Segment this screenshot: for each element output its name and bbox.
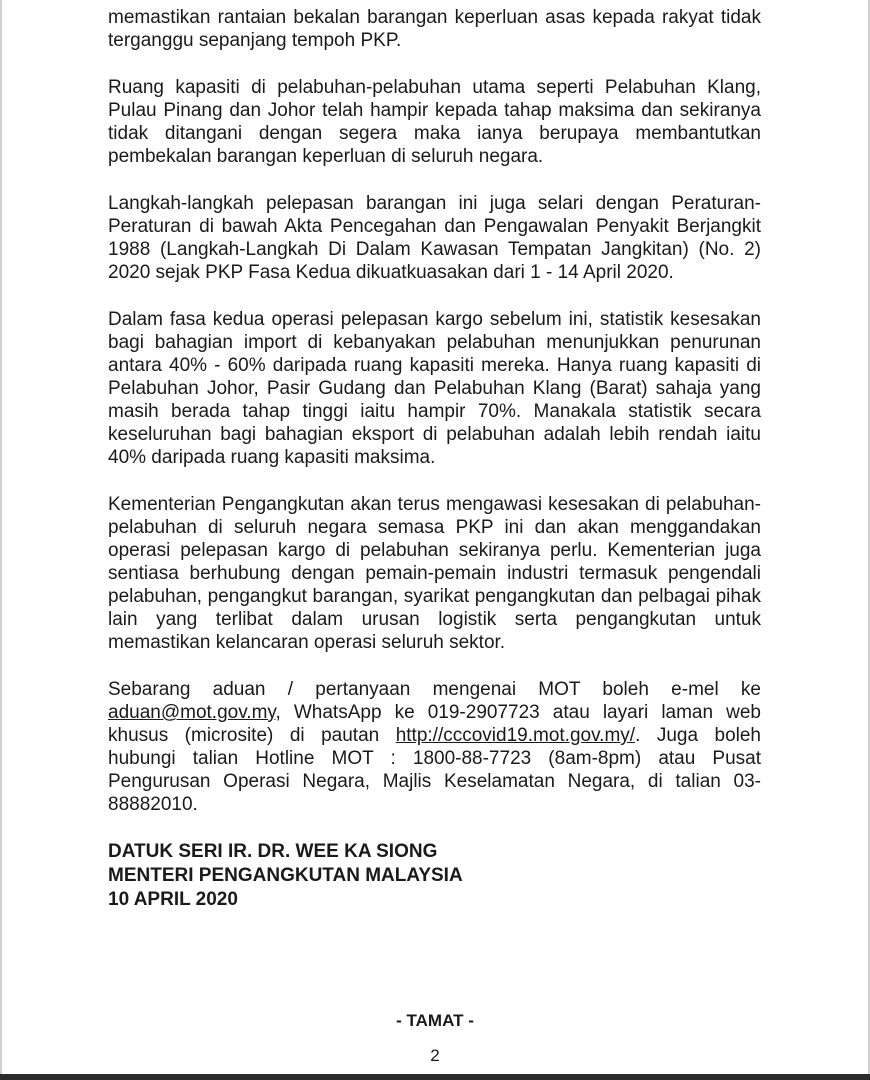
signature-block bbox=[108, 840, 761, 912]
email-link[interactable]: aduan@mot.gov.my bbox=[108, 702, 276, 723]
signatory-name: DATUK SERI IR. DR. WEE KA SIONG bbox=[108, 841, 438, 862]
microsite-link[interactable]: http://cccovid19.mot.gov.my/ bbox=[395, 725, 636, 746]
paragraph-supply-chain: memastikan rantaian bekalan barangan keperluan asas kepada rakyat tidak terganggu sepanjang tempoh PKP. bbox=[108, 7, 761, 51]
contact-text-a: Sebarang aduan / pertanyaan mengenai MOT boleh e-mel ke bbox=[108, 679, 761, 700]
paragraph-ministry-monitoring: Kementerian Pengangkutan akan terus mengawasi kesesakan di pelabuhan-pelabuhan di seluruh negara semasa PKP ini dan akan menggandakan operasi pelepasan kargo di pelabuhan sekiranya perlu. Kementerian juga sentiasa berhubung dengan pemain-pemain industri termasuk pengendali pelabuhan, pengangkut barangan, syarikat pengangkutan dan pelbagai pihak lain yang terlibat dalam urusan logistik serta pengangkutan untuk memastikan kelancaran operasi seluruh sektor. bbox=[108, 494, 761, 653]
signatory-title: MENTERI PENGANGKUTAN MALAYSIA bbox=[108, 865, 463, 886]
end-marker: - TAMAT - bbox=[396, 1011, 474, 1030]
signature-date: 10 APRIL 2020 bbox=[108, 889, 238, 910]
contact-text-b: , WhatsApp ke 019-2907723 atau layari laman web khusus (microsite) di pautan bbox=[108, 702, 761, 746]
page-number: 2 bbox=[430, 1046, 440, 1065]
page-edge-bottom bbox=[0, 1074, 870, 1080]
paragraph-contact bbox=[108, 678, 761, 816]
contact-text-c: . Juga boleh hubungi talian Hotline MOT : 1800-88-7723 (8am-8pm) atau Pusat Pengurusan Operasi Negara, Majlis Keselamatan Negara, di talian 03-88882010. bbox=[108, 725, 761, 815]
paragraph-statistics: Dalam fasa kedua operasi pelepasan kargo sebelum ini, statistik kesesakan bagi bahagian import di kebanyakan pelabuhan menunjukkan penurunan antara 40% - 60% daripada ruang kapasiti mereka. Hanya ruang kapasiti di Pelabuhan Johor, Pasir Gudang dan Pelabuhan Klang (Barat) sahaja yang masih berada tahap tinggi iaitu hampir 70%. Manakala statistik secara keseluruhan bagi bahagian eksport di pelabuhan adalah lebih rendah iaitu 40% daripada ruang kapasiti maksima. bbox=[108, 309, 761, 468]
paragraph-port-capacity: Ruang kapasiti di pelabuhan-pelabuhan utama seperti Pelabuhan Klang, Pulau Pinang dan Johor telah hampir kepada tahap maksima dan sekiranya tidak ditangani dengan segera maka ianya berupaya membantutkan pembekalan barangan keperluan di seluruh negara. bbox=[108, 77, 761, 167]
page-edge-left bbox=[0, 0, 2, 1080]
document-body bbox=[108, 6, 761, 912]
paragraph-regulations: Langkah-langkah pelepasan barangan ini juga selari dengan Peraturan-Peraturan di bawah Akta Pencegahan dan Pengawalan Penyakit Berjangkit 1988 (Langkah-Langkah Di Dalam Kawasan Tempatan Jangkitan) (No. 2) 2020 sejak PKP Fasa Kedua dikuatkuasakan dari 1 - 14 April 2020. bbox=[108, 193, 761, 283]
